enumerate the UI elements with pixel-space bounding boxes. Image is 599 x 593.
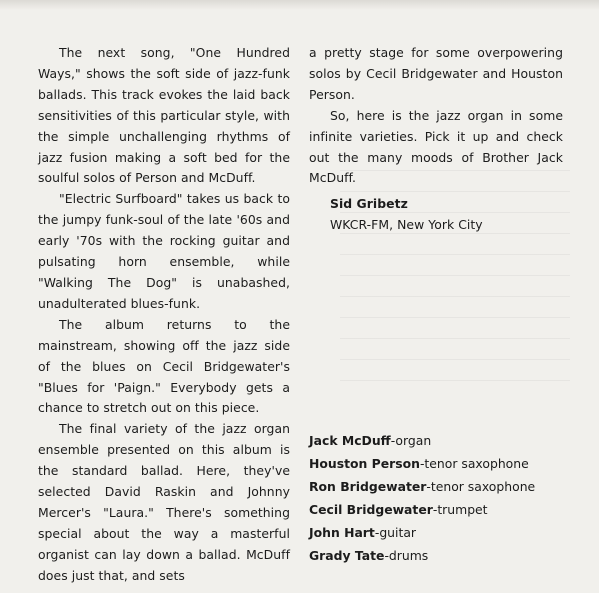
personnel-item	[309, 521, 569, 544]
paragraph-closing: So, here is the jazz organ in some infinite varieties. Pick it up and check out the many moods of Brother Jack McDuff.	[309, 107, 563, 186]
personnel-item	[309, 429, 569, 452]
liner-notes-right-column	[309, 43, 563, 236]
musician-instrument: -organ	[390, 433, 432, 448]
personnel-item	[309, 452, 569, 475]
personnel-item	[309, 544, 569, 567]
personnel-item	[309, 498, 569, 521]
liner-notes-left-column	[38, 43, 290, 587]
musician-name: Jack McDuff	[309, 433, 391, 448]
paragraph-continuation: a pretty stage for some overpowering solos by Cecil Bridgewater and Houston Person.	[309, 45, 563, 102]
personnel-item	[309, 475, 569, 498]
musician-instrument: -drums	[384, 548, 429, 563]
musician-instrument: -trumpet	[432, 502, 488, 517]
paragraph-blues-for-paign: The album returns to the mainstream, showing off the jazz side of the blues on Cecil Bridgewater's "Blues for 'Paign." Everybody gets a chance to stretch out on this piece.	[38, 316, 290, 416]
signature	[309, 194, 563, 236]
musician-instrument: -guitar	[374, 525, 417, 540]
signature-organization: WKCR-FM, New York City	[330, 217, 483, 233]
musician-name: Grady Tate	[309, 548, 385, 563]
signature-name: Sid Gribetz	[330, 196, 408, 212]
musician-instrument: -tenor saxophone	[419, 456, 529, 471]
musician-name: Ron Bridgewater	[309, 479, 427, 494]
musician-name: John Hart	[309, 525, 375, 540]
page-edge-shadow	[0, 0, 599, 10]
musician-name: Houston Person	[309, 456, 420, 471]
musician-instrument: -tenor saxophone	[426, 479, 536, 494]
personnel-list	[309, 429, 569, 567]
paragraph-electric-surfboard: "Electric Surfboard" takes us back to the jumpy funk-soul of the late '60s and early '70s with the rocking guitar and pulsating horn ensemble, while "Walking The Dog" is unabashed, unadulterated blues-funk.	[38, 191, 290, 311]
paragraph-one-hundred-ways: The next song, "One Hundred Ways," shows the soft side of jazz-funk ballads. This track evokes the laid back sensitivities of this particular style, with the simple unchallenging rhythms of jazz fusion making a soft bed for the soulful solos of Person and McDuff.	[38, 45, 290, 186]
musician-name: Cecil Bridgewater	[309, 502, 433, 517]
paragraph-laura: The final variety of the jazz organ ensemble presented on this album is the standard ballad. Here, they've selected David Raskin and Johnny Mercer's "Laura." There's something special about the way a masterful organist can lay down a ballad. McDuff does just that, and sets	[38, 421, 290, 583]
